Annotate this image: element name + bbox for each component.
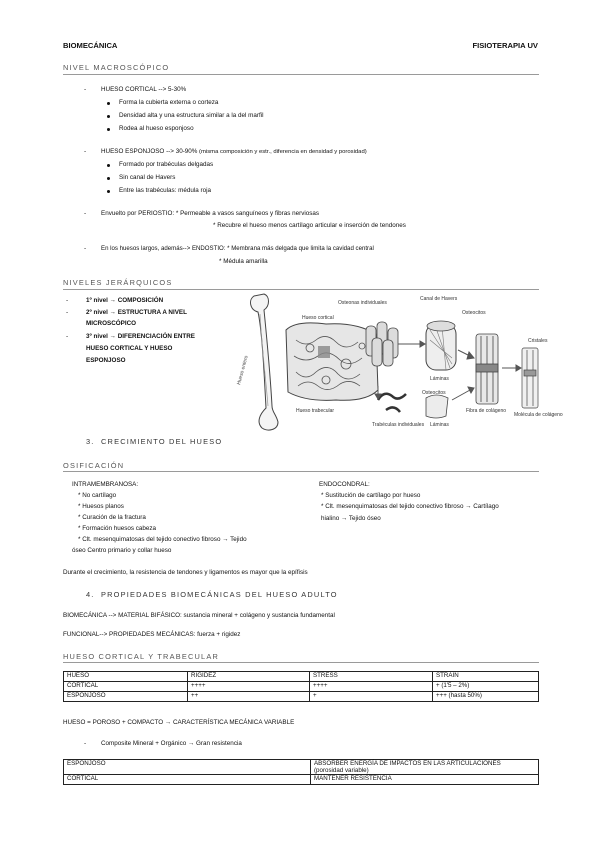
section-number-3: 3. [86, 437, 95, 446]
jerarquico-item-3c: ESPONJOSO [86, 357, 126, 364]
table-cell: MANTENER RESISTENCIA [311, 775, 539, 785]
collagen-molecule [522, 348, 538, 408]
dash-bullet: - [66, 309, 69, 316]
dash-bullet: - [84, 740, 87, 747]
poroso-compacto-line: HUESO = POROSO + COMPACTO → CARACTERÍSTICA MECÁNICA VARIABLE [63, 719, 295, 726]
section-title-macroscopico: NIVEL MACROSCÓPICO [63, 63, 170, 72]
section-title-osificacion: OSIFICACIÓN [63, 461, 125, 470]
bullet-dot [107, 115, 110, 118]
section-divider [63, 662, 539, 663]
table-cell-line: (porosidad variable) [314, 767, 369, 774]
bone-hierarchy-figure [226, 290, 563, 440]
label-canal-havers: Canal de Havers [420, 296, 458, 302]
table-header-cell: STRESS [310, 672, 433, 682]
label-fibra: Fibra de colágeno [466, 408, 507, 414]
dash-bullet: - [84, 86, 87, 93]
table-header-cell: HUESO [64, 672, 188, 682]
femur-illustration [251, 294, 278, 430]
table-cell: CORTICAL [64, 682, 188, 692]
label-cristales: Cristales [528, 338, 548, 344]
table-row [64, 760, 539, 775]
table-header-cell: STRAIN [433, 672, 539, 682]
section-number-4: 4. [86, 590, 95, 599]
cortical-bullet-3: Rodea al hueso esponjoso [119, 125, 194, 132]
intra-line-6: óseo Centro primario y collar hueso [72, 547, 172, 554]
table-row [64, 682, 539, 692]
label-femur: Hueso entero [236, 354, 250, 386]
endo-line-2: * Clt. mesenquimatosas del tejido conectivo fibroso → Cartílago [321, 503, 499, 510]
intra-line-5: * Clt. mesenquimatosas del tejido conectivo fibroso → Tejido [78, 536, 247, 543]
intra-line-4: * Formación huesos cabeza [78, 525, 157, 532]
bullet-dot [107, 177, 110, 180]
section-title-jerarquicos: NIVELES JERÁRQUICOS [63, 278, 173, 287]
dash-bullet: - [84, 210, 87, 217]
collagen-fiber-bundle [476, 334, 498, 404]
bullet-dot [107, 164, 110, 167]
esponjoso-head-text: HUESO ESPONJOSO --> 30-90% [101, 148, 198, 155]
section-title-crecimiento: CRECIMIENTO DEL HUESO [101, 437, 223, 446]
label-laminas: Láminas [430, 376, 449, 382]
intra-line-1: * No cartílago [78, 492, 117, 499]
label-hueso-trabecular: Hueso trabecular [296, 408, 335, 414]
composite-line: Composite Mineral + Orgánico → Gran resistencia [101, 740, 242, 747]
cortical-bullet-1: Forma la cubierta externa o corteza [119, 99, 219, 106]
esponjoso-bullet-1: Formado por trabéculas delgadas [119, 161, 214, 168]
propiedades-table [63, 671, 539, 702]
lamellae-cylinder [426, 321, 456, 370]
jerarquico-item-1: 1º nivel → COMPOSICIÓN [86, 297, 164, 304]
endostio-line-1: En los huesos largos, además--> ENDOSTIO: * Membrana más delgada que limita la cavidad central [101, 245, 374, 252]
label-laminas-2: Láminas [430, 422, 449, 428]
table-row [64, 775, 539, 785]
table-cell: + (1'5 – 2%) [433, 682, 539, 692]
periostio-line-1: Envuelto por PERIOSTIO: * Permeable a vasos sanguíneos y fibras nerviosas [101, 210, 320, 217]
intra-line-2: * Huesos planos [78, 503, 124, 510]
endo-line-1: * Sustitución de cartílago por hueso [321, 492, 421, 499]
endostio-line-2: * Médula amarilla [219, 258, 268, 265]
cortical-head: HUESO CORTICAL --> 5-30% [101, 86, 187, 93]
esponjoso-head [101, 148, 367, 156]
header-right: FISIOTERAPIA UV [472, 41, 538, 50]
table-cell: +++ (hasta 50%) [433, 692, 539, 702]
table-cell-line: ABSORBER ENERGÍA DE IMPACTOS EN LAS ARTICULACIONES [314, 760, 501, 767]
trabecular-bone-block [286, 323, 378, 400]
table-cell: + [310, 692, 433, 702]
endo-line-3: hialino → Tejido óseo [321, 515, 381, 522]
biomecanica-line: BIOMECÁNICA --> MATERIAL BIFÁSICO: sustancia mineral + colágeno y sustancia fundamental [63, 612, 335, 619]
table-cell: ++++ [310, 682, 433, 692]
section-divider [63, 471, 539, 472]
intra-line-3: * Curación de la fractura [78, 514, 146, 521]
table-header-cell: RIGIDEZ [188, 672, 310, 682]
funcion-table [63, 759, 539, 785]
section-divider [63, 74, 539, 75]
esponjoso-bullet-2: Sin canal de Havers [119, 174, 176, 181]
individual-trabeculae [378, 394, 406, 412]
funcional-line: FUNCIONAL--> PROPIEDADES MECÁNICAS: fuerza + rigidez [63, 631, 241, 638]
periostio-line-2: * Recubre el hueso menos cartílago articular e inserción de tendones [213, 222, 406, 229]
bullet-dot [107, 102, 110, 105]
table-cell: ESPONJOSO [64, 692, 188, 702]
label-molecula: Molécula de colágeno [514, 412, 563, 418]
label-trabeculas: Trabéculas individuales [372, 422, 425, 428]
intramembranosa-head: INTRAMEMBRANOSA: [72, 481, 139, 488]
table-cell [311, 760, 539, 775]
esponjoso-bullet-3: Entre las trabéculas: médula roja [119, 187, 212, 194]
bullet-dot [107, 128, 110, 131]
jerarquico-item-3b: HUESO CORTICAL Y HUESO [86, 345, 173, 352]
dash-bullet: - [66, 333, 69, 340]
table-cell: CORTICAL [64, 775, 311, 785]
table-header-row [64, 672, 539, 682]
durante-crecimiento: Durante el crecimiento, la resistencia de tendones y ligamentos es mayor que la epífisis [63, 569, 308, 576]
dash-bullet: - [66, 297, 69, 304]
dash-bullet: - [84, 245, 87, 252]
jerarquico-item-2b: MICROSCÓPICO [86, 320, 137, 327]
label-osteocitos: Osteocitos [462, 310, 486, 316]
table-cell: ++++ [188, 682, 310, 692]
bullet-dot [107, 190, 110, 193]
section-title-propiedades: PROPIEDADES BIOMECÁNICAS DEL HUESO ADULTO [101, 590, 338, 599]
esponjoso-note: (misma composición y estr., diferencia en densidad y porosidad) [197, 149, 367, 155]
label-osteocitos-2: Osteocitos [422, 390, 446, 396]
lamella-section [426, 395, 448, 418]
endocondral-head: ENDOCONDRAL: [319, 481, 370, 488]
cortical-bullet-2: Densidad alta y una estructura similar a la del marfil [119, 112, 264, 119]
jerarquico-item-2: 2º nivel → ESTRUCTURA A NIVEL [86, 309, 187, 316]
table-row [64, 692, 539, 702]
jerarquico-item-3: 3º nivel → DIFERENCIACIÓN ENTRE [86, 333, 196, 340]
table-cell: ESPONJOSO [64, 760, 311, 775]
header-left: BIOMECÁNICA [63, 41, 118, 50]
label-hueso-cortical: Hueso cortical [302, 315, 334, 321]
section-title-cortical-trabecular: HUESO CORTICAL Y TRABECULAR [63, 652, 220, 661]
table-cell: ++ [188, 692, 310, 702]
label-osteonas: Osteonas individuales [338, 300, 387, 306]
dash-bullet: - [84, 148, 87, 155]
